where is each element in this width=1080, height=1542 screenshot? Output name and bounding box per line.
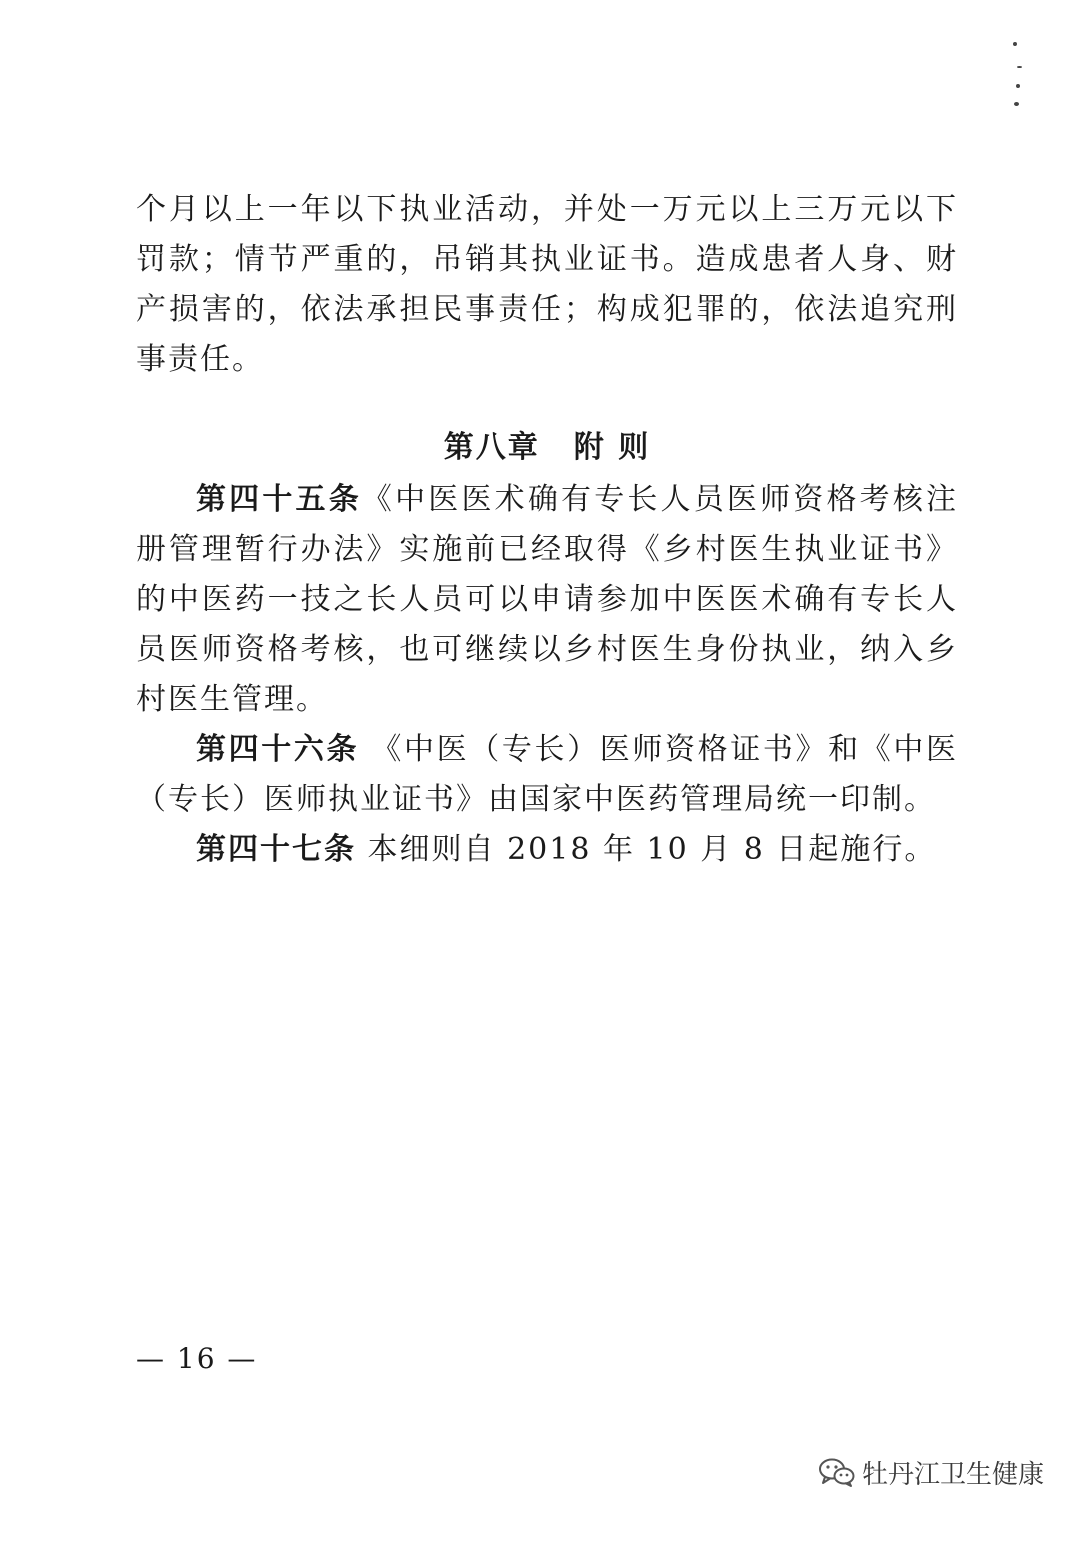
article-text: 本细则自 2018 年 10 月 8 日起施行。 — [356, 832, 937, 867]
chapter-name: 第八章 — [443, 430, 540, 465]
article-number: 第四十七条 — [196, 832, 356, 867]
chapter-heading — [136, 423, 958, 473]
account-name: 牡丹江卫生健康 — [862, 1459, 1045, 1490]
article-number: 第四十六条 — [196, 732, 360, 767]
wechat-account-watermark — [818, 1452, 1044, 1492]
document-body — [136, 185, 958, 875]
article-text: 《中医（专长）医师资格证书》和《中医（专长）医师执业证书》由国家中医药管理局统一印制。 — [136, 732, 959, 817]
article-46 — [136, 725, 958, 825]
scan-marks — [1008, 36, 1032, 116]
article-text: 《中医医术确有专长人员医师资格考核注册管理暂行办法》实施前已经取得《乡村医生执业证书》的中医药一技之长人员可以申请参加中医医术确有专长人员医师资格考核，也可继续以乡村医生身份执业，纳入乡村医生管理。 — [136, 482, 959, 717]
chapter-title: 附 则 — [573, 430, 651, 465]
article-47 — [136, 825, 958, 875]
article-number: 第四十五条 — [196, 482, 362, 517]
wechat-icon — [818, 1456, 856, 1488]
page-number: — 16 — — [136, 1342, 258, 1375]
intro-paragraph: 个月以上一年以下执业活动，并处一万元以上三万元以下罚款；情节严重的，吊销其执业证书。造成患者人身、财产损害的，依法承担民事责任；构成犯罪的，依法追究刑事责任。 — [136, 192, 958, 377]
article-45 — [136, 475, 958, 725]
